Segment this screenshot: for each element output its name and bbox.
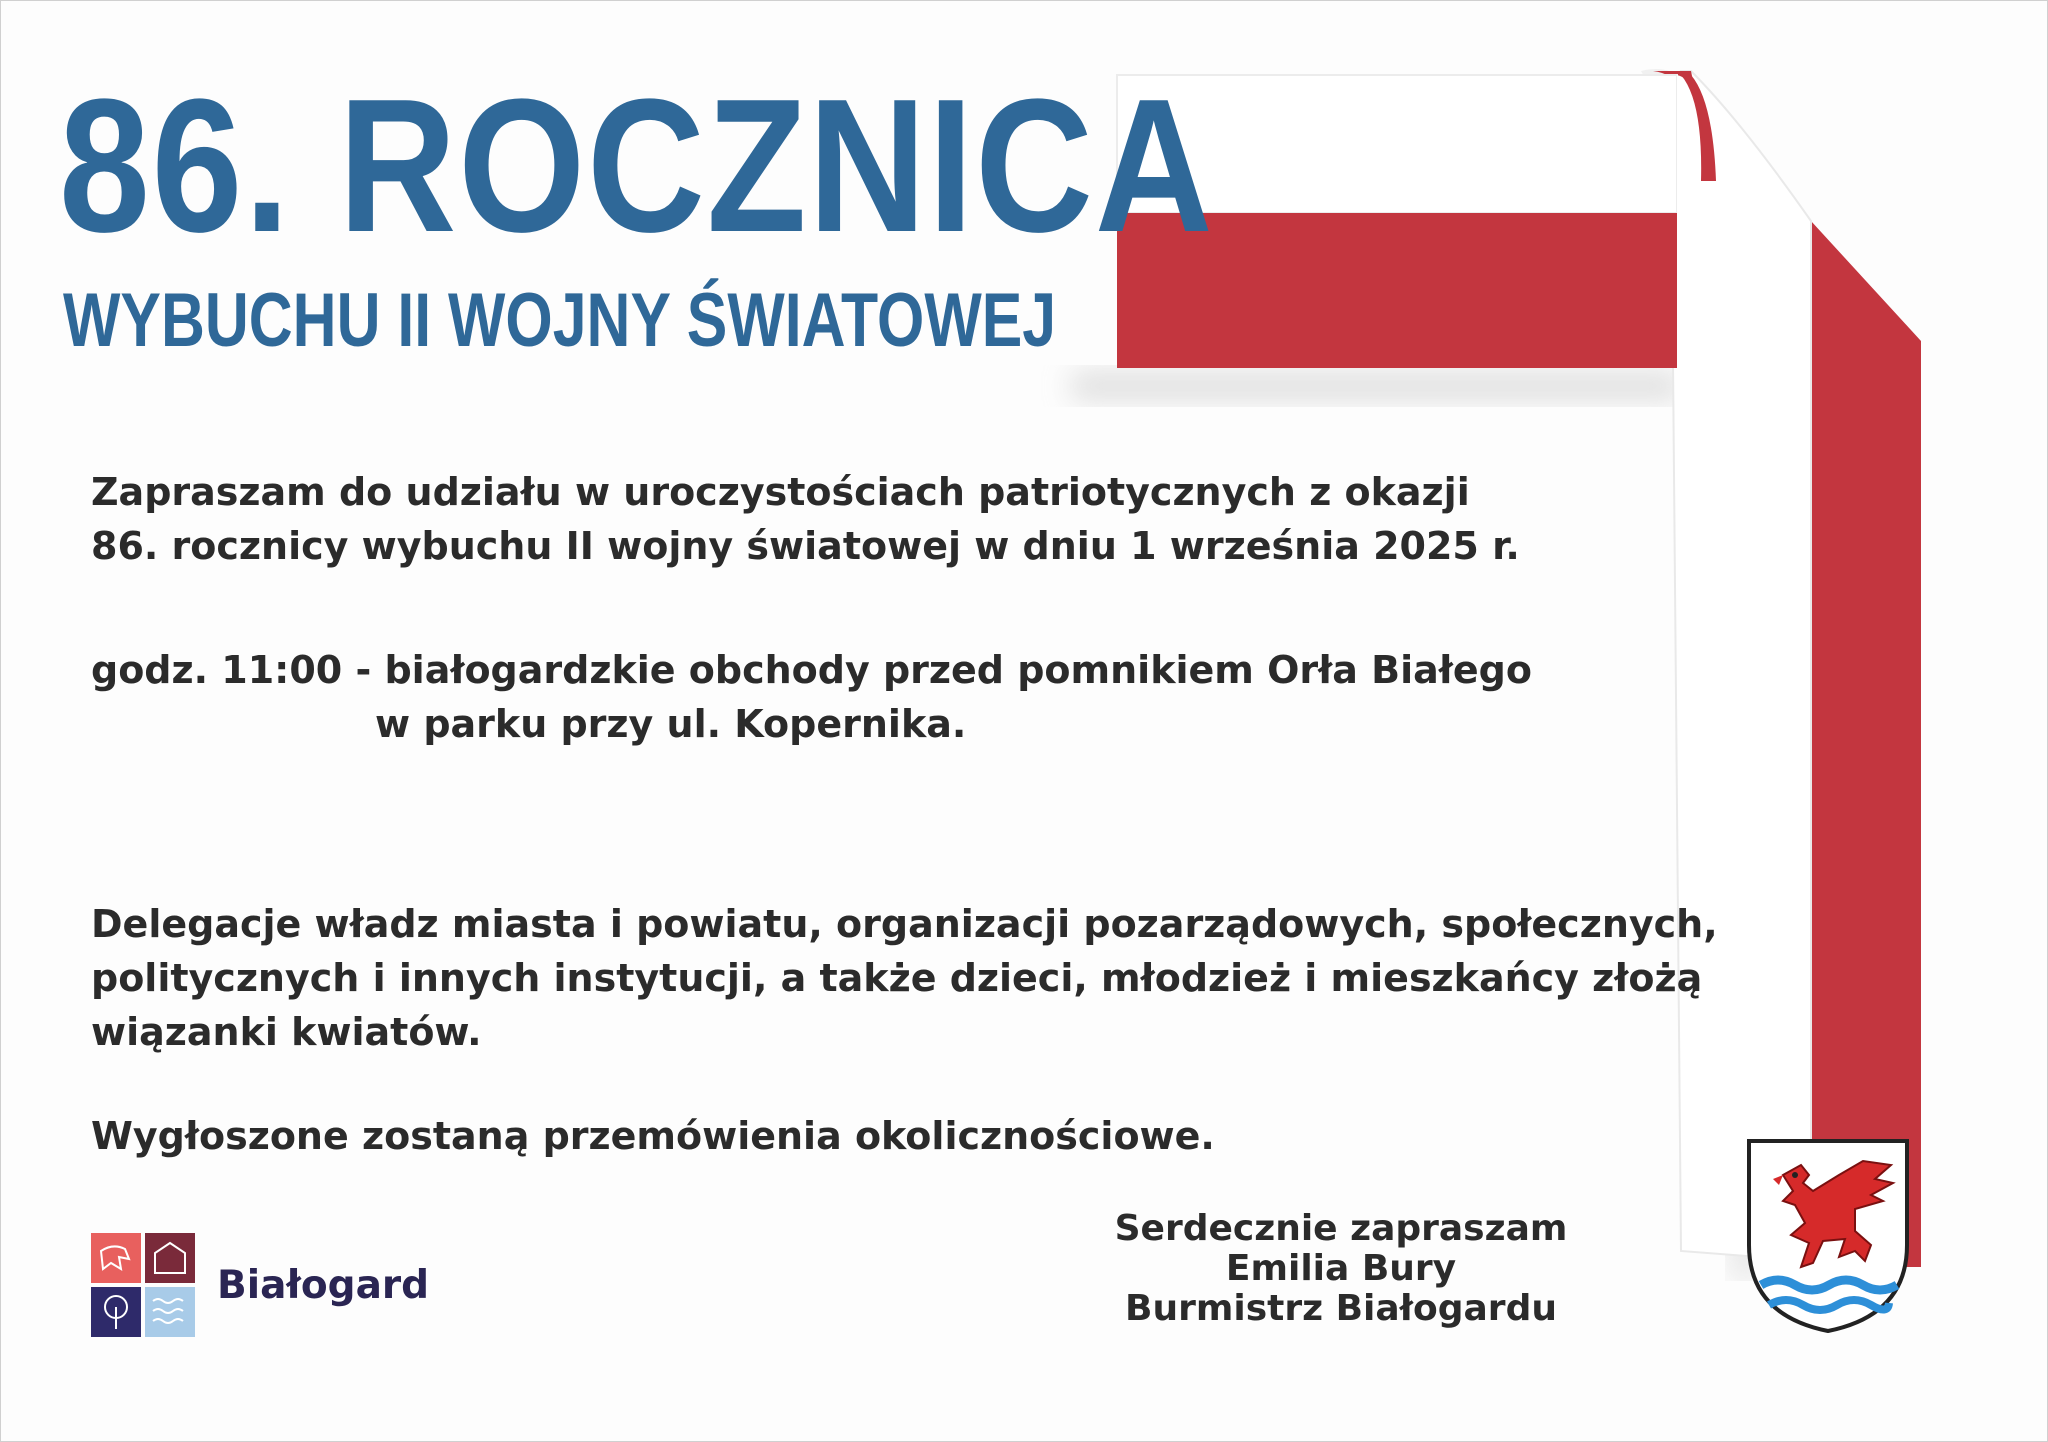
page-title: 86. ROCZNICA: [59, 60, 1215, 272]
delegations-line-1: Delegacje władz miasta i powiatu, organizacji pozarządowych, społecznych,: [91, 902, 1718, 946]
invitation-line-2: 86. rocznicy wybuchu II wojny światowej w dniu 1 września 2025 r.: [91, 524, 1520, 568]
schedule-paragraph: [91, 643, 1532, 751]
delegations-line-2: politycznych i innych instytucji, a także dzieci, młodzież i mieszkańcy złożą: [91, 956, 1703, 1000]
logo-city-name: Białogard: [217, 1263, 430, 1308]
bialogard-logo-icon: [91, 1233, 195, 1337]
schedule-line-1: godz. 11:00 - białogardzkie obchody przed pomnikiem Orła Białego: [91, 648, 1532, 692]
ribbon-red-vertical: [1811, 221, 1921, 1267]
signature-invite: Serdecznie zapraszam: [1114, 1208, 1568, 1249]
delegations-line-3: wiązanki kwiatów.: [91, 1010, 482, 1054]
griffin-coat-of-arms-icon: [1743, 1135, 1913, 1335]
page-subtitle: WYBUCHU II WOJNY ŚWIATOWEJ: [63, 278, 1057, 363]
signature-block: [1081, 1209, 1601, 1329]
signature-name: Emilia Bury: [1225, 1248, 1457, 1289]
invitation-line-1: Zapraszam do udziału w uroczystościach patriotycznych z okazji: [91, 470, 1470, 514]
delegations-paragraph: [91, 897, 1718, 1059]
schedule-line-2: w parku przy ul. Kopernika.: [375, 702, 967, 746]
speeches-paragraph: Wygłoszone zostaną przemówienia okolicznościowe.: [91, 1114, 1215, 1158]
signature-title: Burmistrz Białogardu: [1125, 1288, 1557, 1329]
invitation-paragraph: [91, 465, 1520, 573]
